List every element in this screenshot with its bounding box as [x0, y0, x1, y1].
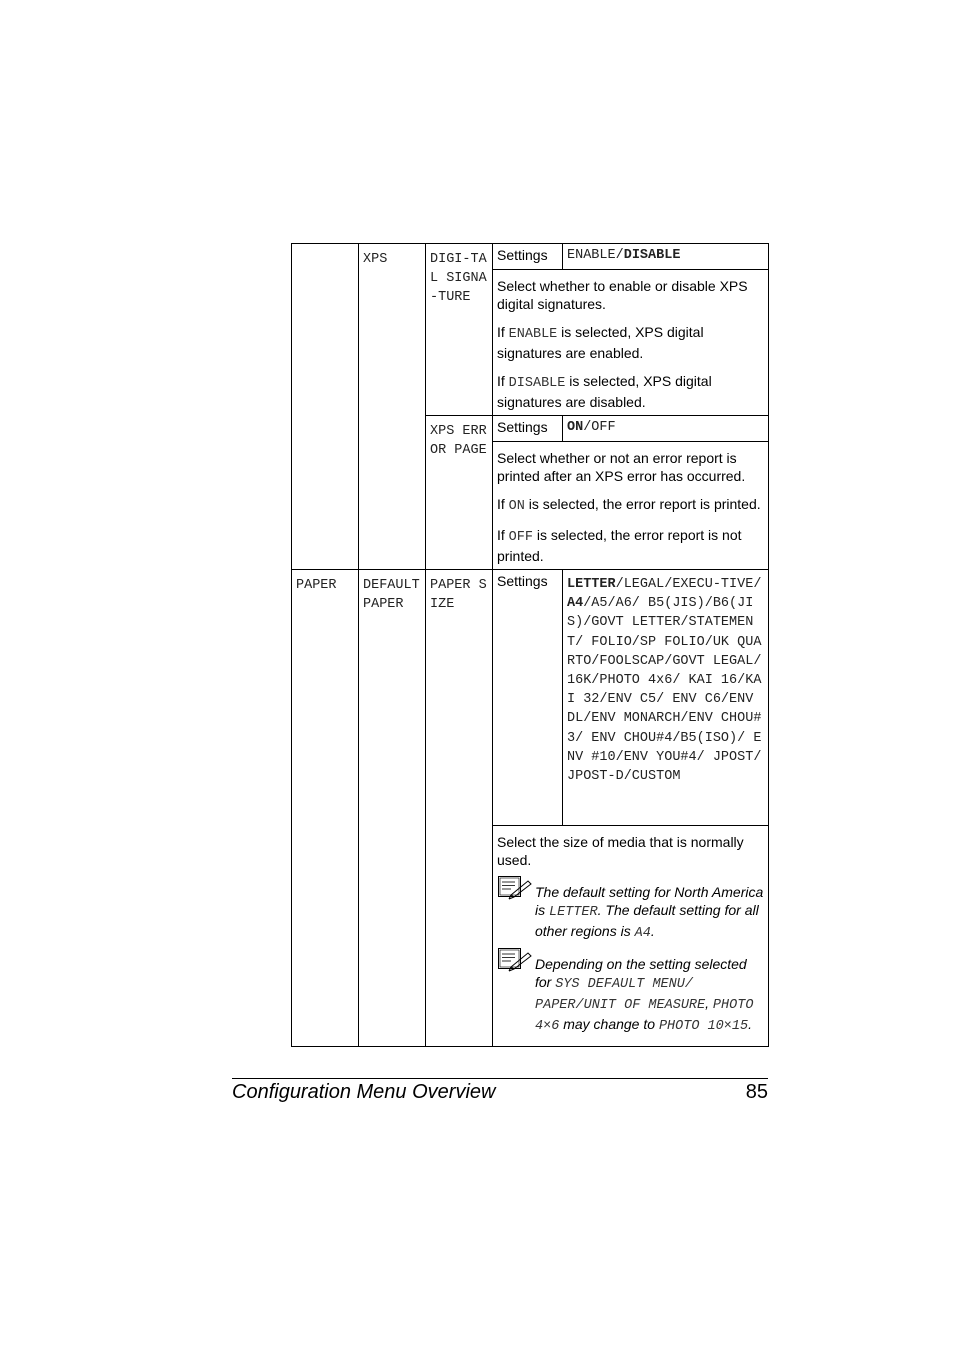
note-text: The default setting for North America is LETTER. The default setting for all other regions is A4. [535, 884, 764, 941]
menu-item-xps-error-page: XPS ERROR PAGE [426, 416, 493, 570]
config-menu-table [291, 243, 769, 1047]
menu-item-paper-size: PAPER SIZE [426, 570, 493, 1047]
footer-title: Configuration Menu Overview [232, 1081, 496, 1103]
default-value: A4 [567, 596, 584, 612]
description-xps-error-page: Select whether or not an error report is printed after an XPS error has occurred. If ON is selected, the error report is printed. If OFF is selected, the error report is not printed. [493, 442, 769, 570]
note-text: Depending on the setting selected for SYS DEFAULT MENU/ PAPER/UNIT OF MEASURE, PHOTO 4×6 may change to PHOTO 10×15. [535, 956, 754, 1034]
description-paper-size: Select the size of media that is normally used. The default setting for North America is LETTER. The default setting for all other regions is A4. Depending on the setting selected for SYS DEFAULT MENU/ PAPER/UNIT OF MEASURE, PHOTO 4×6 may change to PHOTO 10×15. [493, 826, 769, 1047]
settings-value-xps-error-page: ON/OFF [563, 416, 769, 442]
description-digital-signature: Select whether to enable or disable XPS digital signatures. If ENABLE is selected, XPS digital signatures are enabled. If DISABLE is selected, XPS digital signatures are disabled. [493, 270, 769, 416]
menu-level2-xps: XPS [359, 244, 426, 570]
menu-item-digital-signature: DIGI-TAL SIGNA-TURE [426, 244, 493, 416]
page-number: 85 [745, 1081, 768, 1103]
settings-value-paper-size: LETTER/LEGAL/EXECU-TIVE/A4/A5/A6/ B5(JIS)/B6(JIS)/GOVT LETTER/STATEMENT/ FOLIO/SP FOLIO/UK QUARTO/FOOLSCAP/GOVT LEGAL/16K/PHOTO 4x6/ KAI 16/KAI 32/ENV C5/ ENV C6/ENV DL/ENV MONARCH/ENV CHOU#3/ ENV CHOU#4/B5(ISO)/ ENV #10/ENV YOU#4/ JPOST/JPOST-D/CUSTOM [563, 570, 769, 826]
settings-label: Settings [493, 570, 563, 826]
note-pencil-icon [497, 947, 535, 973]
settings-value-digital-signature: ENABLE/DISABLE [563, 244, 769, 270]
note [497, 883, 766, 943]
note-pencil-icon [497, 875, 535, 901]
menu-level1-paper: PAPER [292, 570, 359, 1047]
default-value: DISABLE [623, 248, 681, 263]
footer-rule [232, 1078, 768, 1079]
default-value: LETTER [567, 577, 616, 592]
default-value: ON [567, 420, 584, 435]
settings-label: Settings [493, 244, 563, 270]
note [497, 955, 766, 1036]
menu-level2-default-paper: DEFAULT PAPER [359, 570, 426, 1047]
menu-level1-empty [292, 244, 359, 570]
settings-label: Settings [493, 416, 563, 442]
